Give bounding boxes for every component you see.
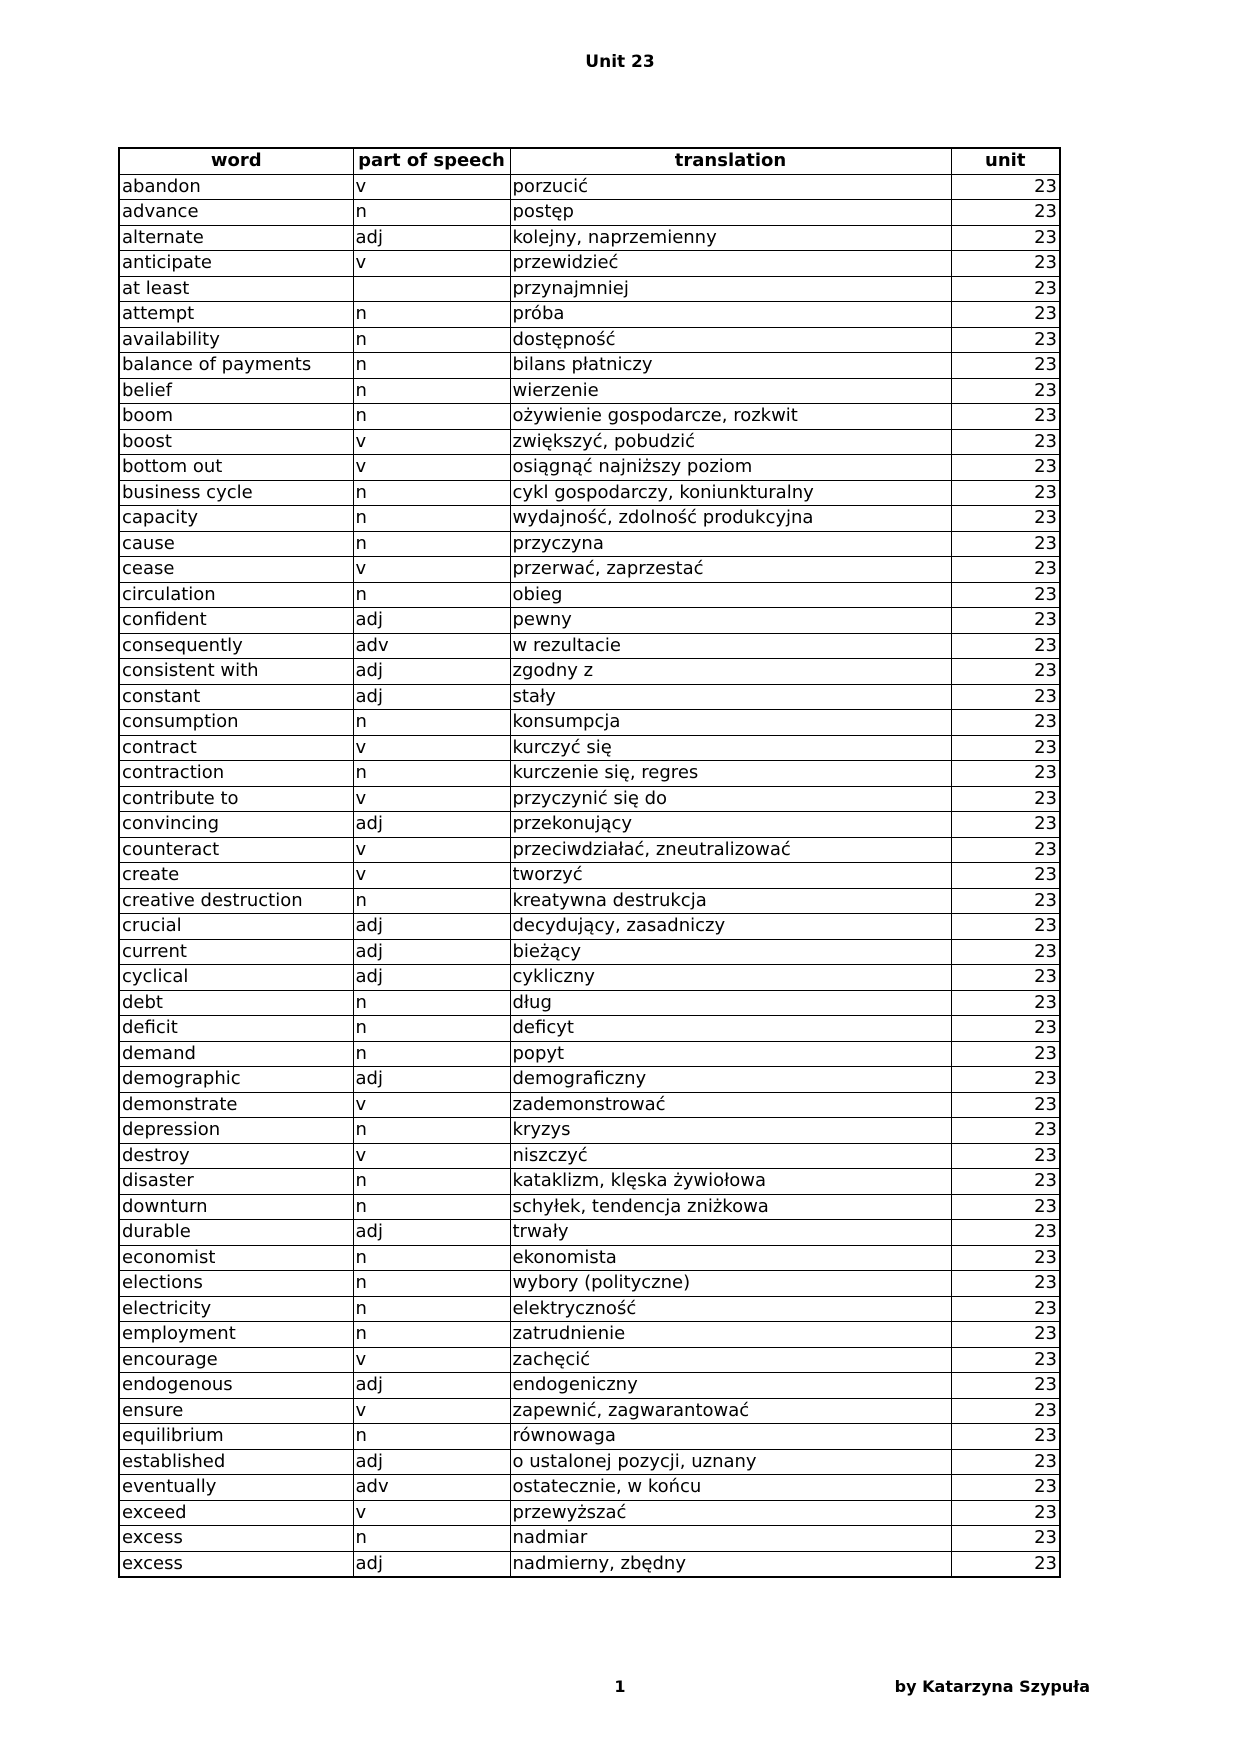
unit-cell: 23 <box>951 302 1060 328</box>
translation-cell: przekonujący <box>510 812 951 838</box>
translation-cell: decydujący, zasadniczy <box>510 914 951 940</box>
part-of-speech-cell: v <box>353 1398 510 1424</box>
part-of-speech-cell: adv <box>353 1475 510 1501</box>
part-of-speech-cell: n <box>353 353 510 379</box>
table-row <box>119 1092 1060 1118</box>
table-row <box>119 1271 1060 1297</box>
translation-cell: kolejny, naprzemienny <box>510 225 951 251</box>
unit-cell: 23 <box>951 965 1060 991</box>
translation-cell: próba <box>510 302 951 328</box>
word-cell: at least <box>119 276 353 302</box>
translation-cell: przyczyna <box>510 531 951 557</box>
unit-cell: 23 <box>951 633 1060 659</box>
unit-cell: 23 <box>951 1194 1060 1220</box>
unit-cell: 23 <box>951 608 1060 634</box>
unit-cell: 23 <box>951 990 1060 1016</box>
table-row <box>119 276 1060 302</box>
translation-cell: równowaga <box>510 1424 951 1450</box>
unit-cell: 23 <box>951 1526 1060 1552</box>
part-of-speech-cell: n <box>353 1041 510 1067</box>
unit-cell: 23 <box>951 1271 1060 1297</box>
part-of-speech-cell: v <box>353 1500 510 1526</box>
table-row <box>119 1296 1060 1322</box>
part-of-speech-cell: n <box>353 582 510 608</box>
table-row <box>119 531 1060 557</box>
word-cell: confident <box>119 608 353 634</box>
word-cell: depression <box>119 1118 353 1144</box>
translation-cell: kurczenie się, regres <box>510 761 951 787</box>
table-row <box>119 1118 1060 1144</box>
unit-cell: 23 <box>951 1092 1060 1118</box>
translation-cell: bieżący <box>510 939 951 965</box>
table-row <box>119 1347 1060 1373</box>
column-header-unit: unit <box>951 148 1060 174</box>
part-of-speech-cell: v <box>353 1092 510 1118</box>
word-cell: convincing <box>119 812 353 838</box>
word-cell: destroy <box>119 1143 353 1169</box>
word-cell: ensure <box>119 1398 353 1424</box>
word-cell: employment <box>119 1322 353 1348</box>
translation-cell: kreatywna destrukcja <box>510 888 951 914</box>
part-of-speech-cell: adj <box>353 659 510 685</box>
part-of-speech-cell: n <box>353 1526 510 1552</box>
table-row <box>119 1449 1060 1475</box>
translation-cell: zachęcić <box>510 1347 951 1373</box>
table-row <box>119 684 1060 710</box>
unit-cell: 23 <box>951 812 1060 838</box>
translation-cell: przerwać, zaprzestać <box>510 557 951 583</box>
word-cell: cause <box>119 531 353 557</box>
table-row <box>119 1475 1060 1501</box>
part-of-speech-cell: n <box>353 1322 510 1348</box>
unit-cell: 23 <box>951 939 1060 965</box>
translation-cell: stały <box>510 684 951 710</box>
part-of-speech-cell: n <box>353 1424 510 1450</box>
unit-cell: 23 <box>951 1322 1060 1348</box>
table-row <box>119 710 1060 736</box>
unit-cell: 23 <box>951 888 1060 914</box>
unit-cell: 23 <box>951 1398 1060 1424</box>
unit-cell: 23 <box>951 455 1060 481</box>
table-row <box>119 225 1060 251</box>
table-row <box>119 939 1060 965</box>
unit-cell: 23 <box>951 1424 1060 1450</box>
translation-cell: nadmierny, zbędny <box>510 1551 951 1577</box>
unit-cell: 23 <box>951 378 1060 404</box>
translation-cell: konsumpcja <box>510 710 951 736</box>
translation-cell: ostatecznie, w końcu <box>510 1475 951 1501</box>
unit-cell: 23 <box>951 1118 1060 1144</box>
word-cell: established <box>119 1449 353 1475</box>
table-row <box>119 1067 1060 1093</box>
unit-cell: 23 <box>951 557 1060 583</box>
unit-cell: 23 <box>951 1296 1060 1322</box>
part-of-speech-cell: n <box>353 404 510 430</box>
translation-cell: przynajmniej <box>510 276 951 302</box>
unit-cell: 23 <box>951 1067 1060 1093</box>
part-of-speech-cell: n <box>353 1169 510 1195</box>
table-row <box>119 327 1060 353</box>
unit-cell: 23 <box>951 761 1060 787</box>
word-cell: downturn <box>119 1194 353 1220</box>
part-of-speech-cell: v <box>353 174 510 200</box>
table-row <box>119 837 1060 863</box>
unit-cell: 23 <box>951 1220 1060 1246</box>
part-of-speech-cell: n <box>353 506 510 532</box>
translation-cell: w rezultacie <box>510 633 951 659</box>
word-cell: advance <box>119 200 353 226</box>
table-row <box>119 1398 1060 1424</box>
part-of-speech-cell: v <box>353 251 510 277</box>
part-of-speech-cell: n <box>353 378 510 404</box>
part-of-speech-cell: n <box>353 1296 510 1322</box>
table-row <box>119 608 1060 634</box>
translation-cell: tworzyć <box>510 863 951 889</box>
part-of-speech-cell: n <box>353 200 510 226</box>
unit-cell: 23 <box>951 1500 1060 1526</box>
unit-cell: 23 <box>951 1143 1060 1169</box>
part-of-speech-cell: v <box>353 455 510 481</box>
word-cell: abandon <box>119 174 353 200</box>
word-cell: consistent with <box>119 659 353 685</box>
word-cell: excess <box>119 1526 353 1552</box>
translation-cell: cykl gospodarczy, koniunkturalny <box>510 480 951 506</box>
translation-cell: zapewnić, zagwarantować <box>510 1398 951 1424</box>
translation-cell: przeciwdziałać, zneutralizować <box>510 837 951 863</box>
word-cell: exceed <box>119 1500 353 1526</box>
part-of-speech-cell: adj <box>353 608 510 634</box>
word-cell: elections <box>119 1271 353 1297</box>
part-of-speech-cell: n <box>353 1245 510 1271</box>
word-cell: counteract <box>119 837 353 863</box>
word-cell: contract <box>119 735 353 761</box>
vocabulary-table <box>118 147 1061 1578</box>
translation-cell: wybory (polityczne) <box>510 1271 951 1297</box>
table-row <box>119 1322 1060 1348</box>
table-row <box>119 582 1060 608</box>
part-of-speech-cell: adj <box>353 1373 510 1399</box>
word-cell: disaster <box>119 1169 353 1195</box>
word-cell: capacity <box>119 506 353 532</box>
table-row <box>119 429 1060 455</box>
column-header-part-of-speech: part of speech <box>353 148 510 174</box>
table-header-row <box>119 148 1060 174</box>
part-of-speech-cell: n <box>353 1118 510 1144</box>
table-row <box>119 455 1060 481</box>
word-cell: excess <box>119 1551 353 1577</box>
word-cell: encourage <box>119 1347 353 1373</box>
word-cell: economist <box>119 1245 353 1271</box>
part-of-speech-cell: adj <box>353 812 510 838</box>
table-row <box>119 965 1060 991</box>
table-row <box>119 812 1060 838</box>
word-cell: contribute to <box>119 786 353 812</box>
unit-cell: 23 <box>951 659 1060 685</box>
page-title: Unit 23 <box>585 52 655 72</box>
part-of-speech-cell: n <box>353 1271 510 1297</box>
part-of-speech-cell: v <box>353 557 510 583</box>
word-cell: debt <box>119 990 353 1016</box>
word-cell: equilibrium <box>119 1424 353 1450</box>
unit-cell: 23 <box>951 863 1060 889</box>
translation-cell: cykliczny <box>510 965 951 991</box>
part-of-speech-cell: adj <box>353 684 510 710</box>
table-row <box>119 480 1060 506</box>
part-of-speech-cell: n <box>353 480 510 506</box>
part-of-speech-cell: n <box>353 531 510 557</box>
translation-cell: postęp <box>510 200 951 226</box>
part-of-speech-cell: adj <box>353 939 510 965</box>
unit-cell: 23 <box>951 1245 1060 1271</box>
unit-cell: 23 <box>951 735 1060 761</box>
part-of-speech-cell: v <box>353 1143 510 1169</box>
part-of-speech-cell: adj <box>353 1220 510 1246</box>
word-cell: boost <box>119 429 353 455</box>
translation-cell: schyłek, tendencja zniżkowa <box>510 1194 951 1220</box>
word-cell: business cycle <box>119 480 353 506</box>
word-cell: balance of payments <box>119 353 353 379</box>
translation-cell: ożywienie gospodarcze, rozkwit <box>510 404 951 430</box>
table-row <box>119 404 1060 430</box>
part-of-speech-cell: v <box>353 837 510 863</box>
part-of-speech-cell <box>353 276 510 302</box>
translation-cell: wierzenie <box>510 378 951 404</box>
translation-cell: osiągnąć najniższy poziom <box>510 455 951 481</box>
unit-cell: 23 <box>951 531 1060 557</box>
word-cell: availability <box>119 327 353 353</box>
part-of-speech-cell: v <box>353 863 510 889</box>
word-cell: bottom out <box>119 455 353 481</box>
translation-cell: przyczynić się do <box>510 786 951 812</box>
word-cell: attempt <box>119 302 353 328</box>
table-row <box>119 1373 1060 1399</box>
translation-cell: porzucić <box>510 174 951 200</box>
table-row <box>119 914 1060 940</box>
translation-cell: dług <box>510 990 951 1016</box>
translation-cell: wydajność, zdolność produkcyjna <box>510 506 951 532</box>
word-cell: cyclical <box>119 965 353 991</box>
part-of-speech-cell: n <box>353 990 510 1016</box>
translation-cell: deficyt <box>510 1016 951 1042</box>
translation-cell: bilans płatniczy <box>510 353 951 379</box>
table-row <box>119 1041 1060 1067</box>
translation-cell: kurczyć się <box>510 735 951 761</box>
part-of-speech-cell: v <box>353 735 510 761</box>
unit-cell: 23 <box>951 225 1060 251</box>
unit-cell: 23 <box>951 1041 1060 1067</box>
part-of-speech-cell: n <box>353 710 510 736</box>
part-of-speech-cell: adj <box>353 1449 510 1475</box>
unit-cell: 23 <box>951 684 1060 710</box>
word-cell: current <box>119 939 353 965</box>
word-cell: crucial <box>119 914 353 940</box>
unit-cell: 23 <box>951 1169 1060 1195</box>
translation-cell: przewidzieć <box>510 251 951 277</box>
table-row <box>119 1143 1060 1169</box>
unit-cell: 23 <box>951 200 1060 226</box>
unit-cell: 23 <box>951 1347 1060 1373</box>
word-cell: durable <box>119 1220 353 1246</box>
table-row <box>119 1551 1060 1577</box>
part-of-speech-cell: adj <box>353 965 510 991</box>
translation-cell: przewyższać <box>510 1500 951 1526</box>
unit-cell: 23 <box>951 353 1060 379</box>
word-cell: cease <box>119 557 353 583</box>
part-of-speech-cell: v <box>353 786 510 812</box>
translation-cell: trwały <box>510 1220 951 1246</box>
translation-cell: zgodny z <box>510 659 951 685</box>
unit-cell: 23 <box>951 582 1060 608</box>
unit-cell: 23 <box>951 1551 1060 1577</box>
column-header-translation: translation <box>510 148 951 174</box>
word-cell: creative destruction <box>119 888 353 914</box>
translation-cell: kryzys <box>510 1118 951 1144</box>
table-row <box>119 1220 1060 1246</box>
part-of-speech-cell: adv <box>353 633 510 659</box>
author-credit: by Katarzyna Szypuła <box>894 1677 1090 1696</box>
table-row <box>119 200 1060 226</box>
table-row <box>119 557 1060 583</box>
unit-cell: 23 <box>951 404 1060 430</box>
translation-cell: zatrudnienie <box>510 1322 951 1348</box>
unit-cell: 23 <box>951 174 1060 200</box>
table-row <box>119 990 1060 1016</box>
part-of-speech-cell: n <box>353 1016 510 1042</box>
word-cell: demographic <box>119 1067 353 1093</box>
unit-cell: 23 <box>951 837 1060 863</box>
table-body <box>119 174 1060 1577</box>
table-row <box>119 1245 1060 1271</box>
part-of-speech-cell: n <box>353 302 510 328</box>
page-number: 1 <box>614 1677 626 1696</box>
table-row <box>119 1526 1060 1552</box>
translation-cell: o ustalonej pozycji, uznany <box>510 1449 951 1475</box>
word-cell: circulation <box>119 582 353 608</box>
word-cell: electricity <box>119 1296 353 1322</box>
table-row <box>119 1194 1060 1220</box>
word-cell: belief <box>119 378 353 404</box>
unit-cell: 23 <box>951 506 1060 532</box>
word-cell: demand <box>119 1041 353 1067</box>
word-cell: consumption <box>119 710 353 736</box>
table-row <box>119 1500 1060 1526</box>
translation-cell: popyt <box>510 1041 951 1067</box>
table-row <box>119 1169 1060 1195</box>
table-row <box>119 251 1060 277</box>
unit-cell: 23 <box>951 1475 1060 1501</box>
table-row <box>119 302 1060 328</box>
translation-cell: endogeniczny <box>510 1373 951 1399</box>
table-row <box>119 506 1060 532</box>
unit-cell: 23 <box>951 786 1060 812</box>
part-of-speech-cell: n <box>353 1194 510 1220</box>
word-cell: create <box>119 863 353 889</box>
part-of-speech-cell: adj <box>353 225 510 251</box>
table-row <box>119 761 1060 787</box>
word-cell: contraction <box>119 761 353 787</box>
unit-cell: 23 <box>951 251 1060 277</box>
part-of-speech-cell: n <box>353 327 510 353</box>
word-cell: anticipate <box>119 251 353 277</box>
unit-cell: 23 <box>951 480 1060 506</box>
word-cell: demonstrate <box>119 1092 353 1118</box>
unit-cell: 23 <box>951 914 1060 940</box>
table-row <box>119 174 1060 200</box>
table-row <box>119 735 1060 761</box>
word-cell: constant <box>119 684 353 710</box>
translation-cell: pewny <box>510 608 951 634</box>
table-row <box>119 1424 1060 1450</box>
translation-cell: kataklizm, klęska żywiołowa <box>510 1169 951 1195</box>
translation-cell: ekonomista <box>510 1245 951 1271</box>
unit-cell: 23 <box>951 1373 1060 1399</box>
column-header-word: word <box>119 148 353 174</box>
part-of-speech-cell: n <box>353 761 510 787</box>
unit-cell: 23 <box>951 327 1060 353</box>
part-of-speech-cell: v <box>353 429 510 455</box>
translation-cell: zwiększyć, pobudzić <box>510 429 951 455</box>
table-row <box>119 1016 1060 1042</box>
translation-cell: obieg <box>510 582 951 608</box>
word-cell: boom <box>119 404 353 430</box>
table-row <box>119 353 1060 379</box>
translation-cell: demograficzny <box>510 1067 951 1093</box>
table-row <box>119 659 1060 685</box>
word-cell: consequently <box>119 633 353 659</box>
unit-cell: 23 <box>951 1449 1060 1475</box>
translation-cell: nadmiar <box>510 1526 951 1552</box>
part-of-speech-cell: n <box>353 888 510 914</box>
unit-cell: 23 <box>951 429 1060 455</box>
translation-cell: dostępność <box>510 327 951 353</box>
unit-cell: 23 <box>951 276 1060 302</box>
word-cell: endogenous <box>119 1373 353 1399</box>
word-cell: deficit <box>119 1016 353 1042</box>
unit-cell: 23 <box>951 1016 1060 1042</box>
part-of-speech-cell: v <box>353 1347 510 1373</box>
table-row <box>119 888 1060 914</box>
table-row <box>119 378 1060 404</box>
table-row <box>119 786 1060 812</box>
word-cell: eventually <box>119 1475 353 1501</box>
part-of-speech-cell: adj <box>353 1067 510 1093</box>
part-of-speech-cell: adj <box>353 1551 510 1577</box>
unit-cell: 23 <box>951 710 1060 736</box>
translation-cell: zademonstrować <box>510 1092 951 1118</box>
part-of-speech-cell: adj <box>353 914 510 940</box>
translation-cell: niszczyć <box>510 1143 951 1169</box>
translation-cell: elektryczność <box>510 1296 951 1322</box>
table-row <box>119 863 1060 889</box>
word-cell: alternate <box>119 225 353 251</box>
table-row <box>119 633 1060 659</box>
